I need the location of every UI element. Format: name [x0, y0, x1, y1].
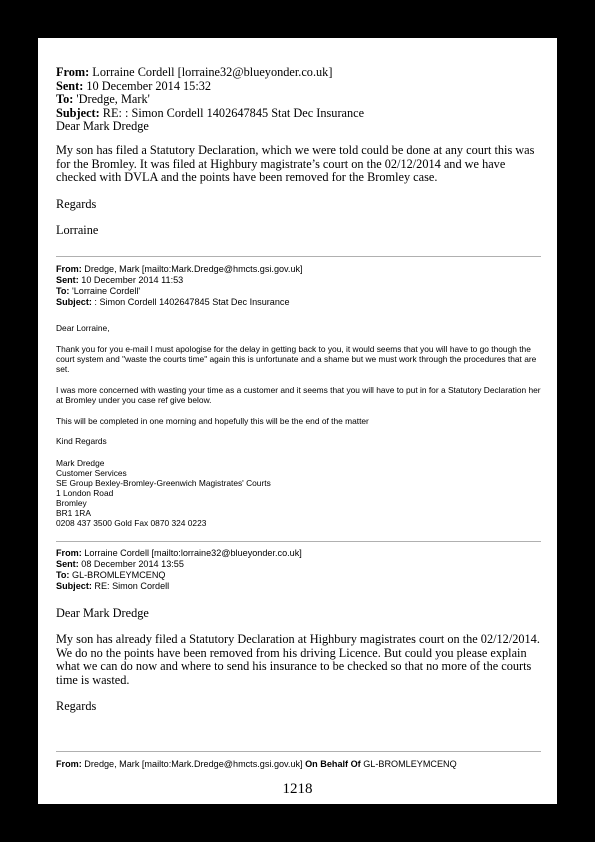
email2-subject: Subject: : Simon Cordell 1402647845 Stat Dec Insurance — [56, 297, 290, 307]
email3-subject: Subject: RE: Simon Cordell — [56, 581, 170, 591]
signature-org: SE Group Bexley-Bromley-Greenwich Magistrates' Courts — [56, 478, 271, 488]
email1-from: From: Lorraine Cordell [lorraine32@blueyonder.co.uk] — [56, 65, 333, 79]
email3-body: My son has already filed a Statutory Declaration at Highbury magistrates court on the 02/12/2014. We do no the points have been removed from his driving Licence. But could you please explain what we can do now and where to send his insurance to be checked so that no more of the courts time is wasted. — [56, 632, 540, 687]
email1-greeting: Dear Mark Dredge — [56, 119, 149, 134]
email2-to: To: 'Lorraine Cordell' — [56, 286, 141, 296]
email3-regards: Regards — [56, 699, 97, 713]
email1-sent: Sent: 10 December 2014 15:32 — [56, 78, 212, 93]
email1-header — [56, 66, 541, 134]
email2-greeting: Dear Lorraine, — [56, 323, 110, 333]
email2-para1: Thank you for you e-mail I must apologise for the delay in getting back to you, it would seems that you will have to go though the court system and "waste the courts time" again this is unfortunate and a shame but we must work through the procedures that are set. — [56, 344, 537, 374]
email1-signature: Lorraine — [56, 223, 99, 237]
email2-closing: Kind Regards — [56, 436, 107, 446]
signature-dept: Customer Services — [56, 468, 127, 478]
email4-header — [56, 759, 541, 770]
document-page — [38, 38, 557, 804]
page-number: 1218 — [282, 781, 313, 797]
email2-from: From: Dredge, Mark [mailto:Mark.Dredge@hmcts.gsi.gov.uk] — [56, 264, 303, 274]
signature-name: Mark Dredge — [56, 458, 105, 468]
email2-signature — [56, 458, 541, 528]
email3-to: To: GL-BROMLEYMCENQ — [56, 570, 166, 580]
email4-from: From: Dredge, Mark [mailto:Mark.Dredge@hmcts.gsi.gov.uk] On Behalf Of GL-BROMLEYMCENQ — [56, 759, 457, 769]
divider — [56, 541, 541, 542]
signature-address-line1: 1 London Road — [56, 488, 114, 498]
email2-para3: This will be completed in one morning and hopefully this will be the end of the matter — [56, 416, 369, 426]
email2-sent: Sent: 10 December 2014 11:53 — [56, 275, 184, 285]
email1-body: My son has filed a Statutory Declaration, which we were told could be done at any court this was for the Bromley. It was filed at Highbury magistrate’s court on the 02/12/2014 and we have checked with DVLA and the points have been removed for the Bromley case. — [56, 143, 535, 185]
email2-header — [56, 264, 541, 308]
email2-para2: I was more concerned with wasting your time as a customer and it seems that you will have to put in for a Statutory Declaration her at Bromley under you case ref give below. — [56, 385, 541, 405]
email3-greeting: Dear Mark Dredge — [56, 606, 149, 620]
signature-address-line2: Bromley — [56, 498, 87, 508]
email1-regards: Regards — [56, 197, 97, 211]
email3-header — [56, 548, 541, 592]
email1-subject: Subject: RE: : Simon Cordell 1402647845 Stat Dec Insurance — [56, 105, 365, 120]
email3-from: From: Lorraine Cordell [mailto:lorraine32@blueyonder.co.uk] — [56, 548, 302, 558]
signature-postcode: BR1 1RA — [56, 508, 91, 518]
signature-phone: 0208 437 3500 Gold Fax 0870 324 0223 — [56, 518, 207, 528]
divider — [56, 256, 541, 257]
email1-to: To: 'Dredge, Mark' — [56, 92, 150, 107]
email3-sent: Sent: 08 December 2014 13:55 — [56, 559, 184, 569]
divider — [56, 751, 541, 752]
